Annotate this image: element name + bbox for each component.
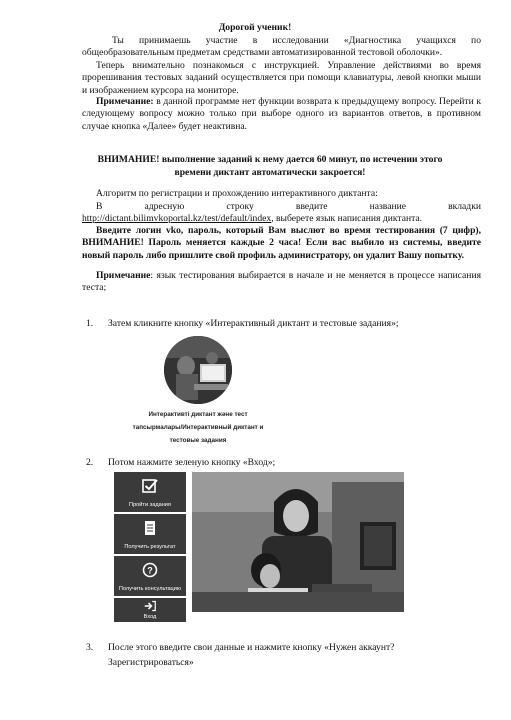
get-consultation-label: Получить консультацию	[118, 586, 182, 592]
students-photo-icon	[164, 336, 232, 404]
step-2-number: 2.	[86, 457, 94, 468]
paragraph-intro: Ты принимаешь участие в исследовании «Диагностика учащихся по общеобразовательным предметам средствами автоматизированной тестовой оболочки».	[82, 35, 481, 59]
paragraph-note	[82, 96, 481, 133]
login-icon	[141, 600, 159, 612]
paragraph-instructions: Теперь внимательно познакомься с инструкцией. Управление действиями во время прорешивания тестовых заданий осуществляется при помощи клавиатуры, левой кнопки мыши и изображением курсора на мониторе.	[82, 60, 481, 96]
take-tasks-label: Пройти задания	[129, 502, 171, 508]
caption-line-1: Интерактивті диктант және тест	[148, 411, 248, 418]
algorithm-intro: Алгоритм по регистрации и прохождению интерактивного диктанта:	[96, 188, 378, 199]
step-2-text: Потом нажмите зеленую кнопку «Вход»;	[108, 457, 276, 468]
dictant-link[interactable]: http://dictant.bilimvkoportal.kz/test/default/index	[82, 213, 272, 224]
warning-line-2: времени диктант автоматически закроется!	[174, 167, 366, 178]
step-1-number: 1.	[86, 318, 94, 329]
step-2	[86, 457, 486, 469]
get-consultation-button[interactable]	[114, 556, 186, 596]
teacher-student-photo	[192, 472, 404, 612]
interactive-dictant-image[interactable]	[164, 336, 232, 404]
login-button[interactable]	[114, 598, 186, 622]
warning-line-1: ВНИМАНИЕ! выполнение заданий к нему дается 60 минут, по истечении этого	[97, 154, 443, 165]
checkbox-icon	[141, 478, 159, 494]
step-3-number: 3.	[86, 642, 94, 653]
question-icon	[141, 562, 159, 578]
caption-line-3: тестовые задания	[169, 437, 227, 444]
address-instruction: В адресную строку введите название вкладки	[96, 201, 481, 212]
step-3-text-line-2: Зарегистрироваться»	[108, 657, 194, 668]
login-instruction: Введите логин vko, пароль, который Вам выслют во время тестирования (7 цифр), ВНИМАНИЕ! Пароль меняется каждые 2 часа! Если вас выбило из системы, введите новый пароль либо пришлите свой профиль администратору, он удалит Вашу попытку.	[82, 225, 481, 261]
paragraph-language-note	[82, 270, 481, 295]
step-3	[86, 642, 486, 654]
language-note-text: : язык тестирования выбирается в начале и не меняется в процессе написания теста;	[82, 270, 481, 294]
interactive-dictant-caption[interactable]	[118, 408, 278, 447]
svg-text:?: ?	[147, 565, 153, 576]
document-icon	[141, 520, 159, 536]
note-label: Примечание:	[96, 96, 154, 107]
login-label: Вход	[143, 614, 157, 620]
teacher-student-image	[192, 472, 404, 612]
address-instruction-cont	[82, 213, 481, 225]
take-tasks-button[interactable]	[114, 472, 186, 512]
get-result-button[interactable]	[114, 514, 186, 554]
get-result-label: Получить результат	[124, 544, 176, 550]
note-text: в данной программе нет функции возврата к предыдущему вопросу. Перейти к следующему вопросу можно только при выборе одного из вариантов ответов, в противном случае кнопка «Далее» будет неактивна.	[82, 96, 481, 132]
language-note-label: Примечание	[96, 270, 151, 281]
caption-line-2: тапсырмалары/Интерактивный диктант и	[132, 424, 264, 431]
step-3-text-line-1: После этого введите свои данные и нажмите кнопку «Нужен аккаунт?	[108, 642, 395, 653]
step-1	[86, 318, 486, 330]
step-1-text: Затем кликните кнопку «Интерактивный диктант и тестовые задания»;	[108, 318, 399, 329]
heading: Дорогой ученик!	[218, 22, 292, 33]
address-suffix: , выберете язык написания диктанта.	[271, 213, 423, 224]
